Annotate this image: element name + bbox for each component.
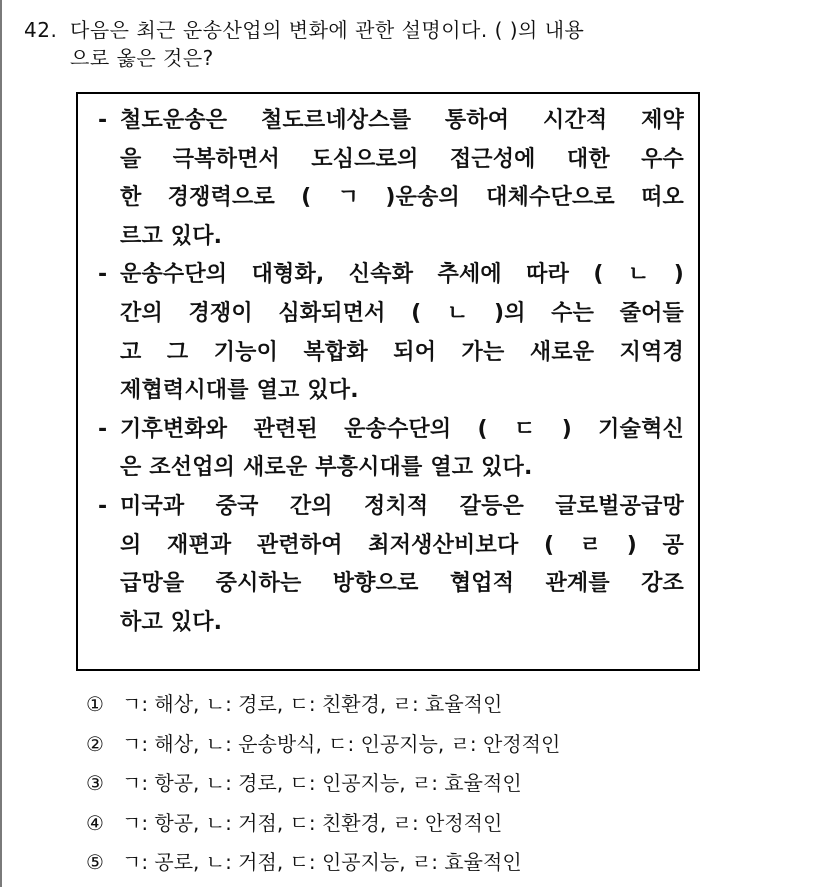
passage-line: 을 극복하면서 도심으로의 접근성에 대한 우수 bbox=[120, 146, 684, 172]
question-stem-line-2: 으로 옳은 것은? bbox=[70, 46, 214, 70]
bullet-dash: - bbox=[98, 108, 108, 133]
question-stem bbox=[24, 16, 764, 72]
option-text: ㄱ: 공로, ㄴ: 거점, ㄷ: 인공지능, ㄹ: 효율적인 bbox=[122, 850, 522, 874]
passage-item-4 bbox=[98, 488, 684, 642]
option-number: ② bbox=[86, 731, 104, 756]
passage-line: 기후변화와 관련된 운송수단의 ( ㄷ ) 기술혁신 bbox=[120, 416, 684, 442]
option-number: ① bbox=[86, 692, 104, 716]
passage-line: 철도운송은 철도르네상스를 통하여 시간적 제약 bbox=[120, 108, 684, 133]
passage-line: 르고 있다. bbox=[120, 223, 223, 249]
passage-item-2 bbox=[98, 256, 684, 410]
passage-line: 급망을 중시하는 방향으로 협업적 관계를 강조 bbox=[120, 571, 684, 597]
answer-option-2[interactable] bbox=[86, 725, 560, 765]
passage-item-3 bbox=[98, 411, 684, 488]
passage bbox=[98, 102, 684, 642]
answer-options bbox=[86, 685, 560, 883]
option-text: ㄱ: 항공, ㄴ: 경로, ㄷ: 인공지능, ㄹ: 효율적인 bbox=[122, 771, 522, 795]
question-number: 42. bbox=[24, 18, 58, 42]
option-text: ㄱ: 해상, ㄴ: 경로, ㄷ: 친환경, ㄹ: 효율적인 bbox=[122, 692, 503, 716]
answer-option-5[interactable] bbox=[86, 843, 560, 883]
answer-option-4[interactable] bbox=[86, 804, 560, 844]
option-text: ㄱ: 항공, ㄴ: 거점, ㄷ: 친환경, ㄹ: 안정적인 bbox=[122, 810, 503, 835]
bullet-dash: - bbox=[98, 493, 108, 519]
passage-item-1 bbox=[98, 102, 684, 256]
passage-line: 간의 경쟁이 심화되면서 ( ㄴ )의 수는 줄어들 bbox=[120, 300, 684, 326]
answer-option-1[interactable] bbox=[86, 685, 560, 725]
passage-line: 은 조선업의 새로운 부흥시대를 열고 있다. bbox=[120, 455, 533, 481]
passage-line: 의 재편과 관련하여 최저생산비보다 ( ㄹ ) 공 bbox=[120, 532, 684, 558]
page-left-border bbox=[0, 0, 2, 887]
passage-line: 제협력시대를 열고 있다. bbox=[120, 378, 359, 404]
answer-option-3[interactable] bbox=[86, 764, 560, 804]
option-number: ⑤ bbox=[86, 850, 104, 874]
option-number: ③ bbox=[86, 771, 104, 795]
passage-line: 하고 있다. bbox=[120, 609, 223, 635]
passage-line: 한 경쟁력으로 ( ㄱ )운송의 대체수단으로 떠오 bbox=[120, 185, 684, 211]
bullet-dash: - bbox=[98, 262, 108, 288]
passage-box bbox=[76, 92, 700, 671]
option-number: ④ bbox=[86, 810, 104, 835]
bullet-dash: - bbox=[98, 416, 108, 442]
option-text: ㄱ: 해상, ㄴ: 운송방식, ㄷ: 인공지능, ㄹ: 안정적인 bbox=[122, 731, 561, 756]
passage-line: 고 그 기능이 복합화 되어 가는 새로운 지역경 bbox=[120, 339, 684, 365]
passage-line: 운송수단의 대형화, 신속화 추세에 따라 ( ㄴ ) bbox=[120, 262, 684, 288]
passage-line: 미국과 중국 간의 정치적 갈등은 글로벌공급망 bbox=[120, 493, 684, 519]
question-stem-line-1: 다음은 최근 운송산업의 변화에 관한 설명이다. ( )의 내용 bbox=[70, 18, 585, 42]
